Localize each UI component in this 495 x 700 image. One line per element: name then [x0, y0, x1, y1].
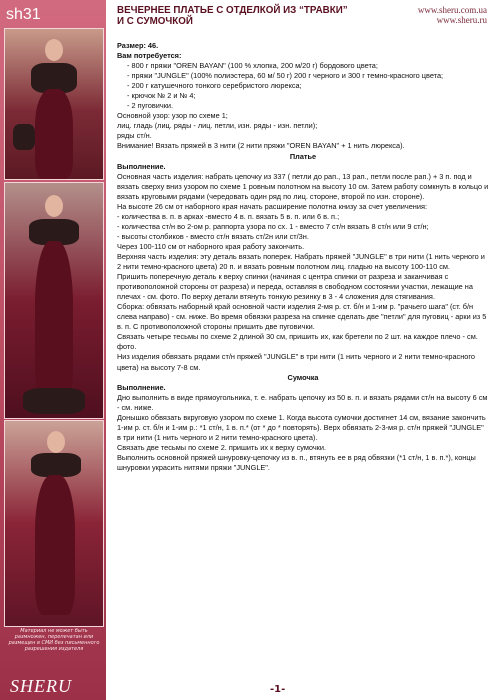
text-line: Связать две тесьмы по схеме 2. пришить их к верху сумочки.: [117, 442, 327, 452]
text-line: Выполнение.: [117, 382, 166, 392]
text-line: - высоты столбиков - вместо ст/н вязать ст/2н или ст/3н.: [117, 231, 309, 241]
text-line: - 2 пуговички.: [127, 101, 174, 111]
text-line: Дно выполнить в виде прямоугольника, т. е. набрать цепочку из 50 в. п. и вязать рядами ст/н на высоту 6 см - см. ниже.: [117, 392, 488, 412]
text-line: лиц. гладь (лиц. ряды - лиц. петли, изн. ряды - изн. петли);: [117, 121, 318, 131]
text-line: Основной узор: узор по схеме 1;: [117, 111, 228, 121]
photo-middle: [4, 182, 104, 419]
text-line: Внимание! Вязать пряжей в 3 нити (2 нити пряжи "OREN BAYAN" + 1 нить люрекса).: [117, 141, 405, 151]
left-photo-column: [0, 0, 106, 700]
text-line: Сборка: обвязать наборный край основной части изделия 2-мя р. ст. б/н и 1-им р. "рачьего шага" (ст. б/н слева направо) - см. ниже. Во время обвязки разреза на спинке сделать две "петли" для пуговиц - арки из 5 в. п. С противоположной стороны пришить две пуговички.: [117, 302, 487, 332]
text-line: - 200 г катушечного тонкого серебристого люрекса;: [127, 81, 302, 91]
text-line: Сумочка: [287, 372, 319, 382]
site-link-ua[interactable]: www.sheru.com.ua: [417, 5, 487, 15]
text-line: Донышко обвязать вкруговую узором по схеме 1. Когда высота сумочки достигнет 14 см, вязание закончить 1-им р. ст. б/н и 1-им р.: *1 ст/н, 1 в. п.* (от * до * повторять). Верх обвязать 2-3-мя р. ст/н пряжей "JUNGLE" в три нити (1 нить черного и 2 нити темно-красного цвета).: [117, 412, 486, 442]
page-number: -1-: [270, 684, 286, 695]
text-line: Низ изделия обвязать рядами ст/н пряжей "JUNGLE" в три нити (1 нить черного и 2 нити темно-красного цвета) на высоту 7-8 см.: [117, 352, 475, 372]
text-line: - количества ст/н во 2-ом р. раппорта узора по сх. 1 - вместо 7 ст/н вязать 8 ст/н или 9 ст/н;: [117, 221, 429, 231]
text-line: Платье: [289, 151, 317, 161]
sheru-logo: SHERU: [10, 676, 72, 696]
text-line: - количества в. п. в арках -вместо 4 в. п. вязать 5 в. п. или 6 в. п.;: [117, 211, 340, 221]
site-links: [418, 5, 487, 25]
photo-top: [4, 28, 104, 180]
text-line: - пряжи "JUNGLE" (100% полиэстера, 60 м/ 50 г) 200 г черного и 300 г темно-красного цвета;: [127, 71, 444, 81]
text-line: Связать четыре тесьмы по схеме 2 длиной 30 см, пришить их, как бретели по 2 шт. на каждое плечо - см. фото.: [117, 332, 478, 352]
photo-bottom: [4, 420, 104, 627]
text-line: Пришить поперечную деталь к верху спинки (начиная с центра спинки от разреза и заканчивая с противоположной стороны от разреза) и переда, оставляя в свободном состоянии участки, лежащие на плечах - см. фото. По верху детали втянуть тонкую резинку в 3 - 4 сложения для стягивания.: [117, 272, 473, 302]
instructions-text: [117, 41, 489, 473]
text-line: Выполнение.: [117, 161, 166, 171]
pattern-code: sh31: [6, 6, 41, 23]
page-title: ВЕЧЕРНЕЕ ПЛАТЬЕ С ОТДЕЛКОЙ ИЗ “ТРАВКИ” И С СУМОЧКОЙ: [117, 5, 348, 27]
site-link-ru[interactable]: www.sheru.ru: [436, 15, 487, 25]
text-line: ряды ст/н.: [117, 131, 152, 141]
text-line: - 800 г пряжи "OREN BAYAN" (100 % хлопка, 200 м/20 г) бордового цвета;: [127, 61, 378, 71]
text-line: Через 100-110 см от наборного края работу закончить.: [117, 241, 305, 251]
text-line: Вам потребуется:: [117, 51, 182, 61]
text-line: Основная часть изделия: набрать цепочку из 337 ( петли до рап., 13 рап., петли после рап.) + 3 п. под и вязать сверху вниз узором по схеме 1 ровным полотном на высоту 10 см. Затем работу сомкнуть в кольцо и вязать круговыми рядами (чередовать один ряд по лиц. стороне, второй по изн. стороне).: [117, 171, 489, 201]
text-line: Размер: 46.: [117, 41, 159, 50]
copyright-note: Материал не может быть размножен, перепечатан или размещен в СМИ без письменного разрешения издателя: [8, 628, 100, 652]
text-line: Выполнить основной пряжей шнуровку-цепочку из в. п., втянуть ее в ряд обвязки (*1 ст/н, 1 в. п.*), концы шнуровки украсить нитями пряжи "JUNGLE".: [117, 452, 476, 472]
text-line: Верхняя часть изделия: эту деталь вязать поперек. Набрать пряжей "JUNGLE" в три нити (1 нить черного и 2 нити темно-красного цвета) 20 п. и вязать ровным полотном лиц. гладью на высоту 100-110 см.: [117, 251, 485, 272]
text-line: На высоте 26 см от наборного края начать расширение полотна книзу за счет увеличения:: [117, 201, 427, 211]
text-line: - крючок № 2 и № 4;: [127, 91, 196, 101]
